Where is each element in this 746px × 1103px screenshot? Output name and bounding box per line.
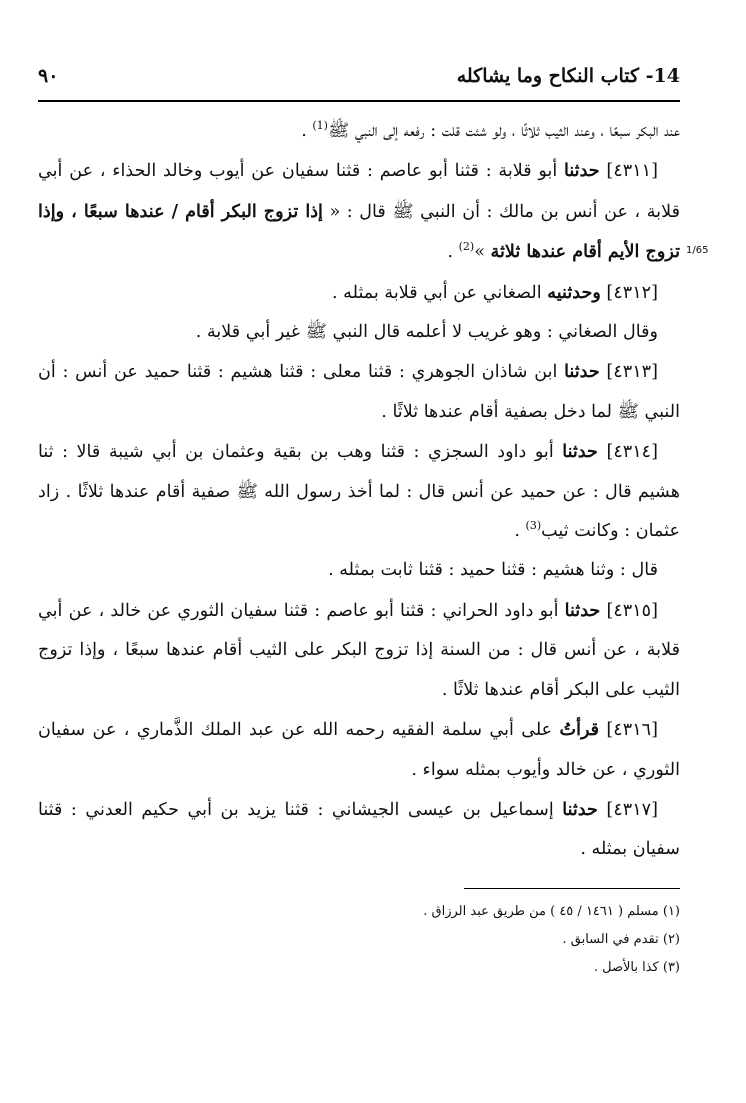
bold-phrase: إذا تزوج البكر أقام / عندها سبعًا ، وإذا تزوج الأيم أقام عندها ثلاثة bbox=[38, 200, 680, 263]
text-run: قال : وثنا هشيم : قثنا حميد : قثنا ثابت بمثله . bbox=[328, 560, 658, 581]
paragraph bbox=[38, 151, 680, 272]
margin-note: 1/65 bbox=[686, 245, 709, 256]
footnote-ref: (3) bbox=[525, 519, 542, 533]
paragraph bbox=[38, 710, 680, 790]
paragraph bbox=[38, 432, 680, 551]
bold-phrase: حدثنا bbox=[564, 160, 600, 182]
header-rule bbox=[38, 100, 680, 102]
text-run: [٤٣١٧] bbox=[597, 799, 658, 820]
paragraph bbox=[38, 352, 680, 432]
text-run: ابن شاذان الجوهري : قثنا معلى : قثنا هشيم : قثنا حميد عن أنس : أن النبي ﷺ لما دخل بصفية أقام عندها ثلاثًا . bbox=[38, 362, 680, 422]
footnote-ref: (1) bbox=[312, 119, 328, 133]
text-run: [٤٣١٥] bbox=[600, 600, 658, 621]
footnote-rule bbox=[464, 888, 680, 889]
paragraph bbox=[38, 273, 680, 313]
text-run: . bbox=[514, 521, 526, 542]
footnote-3: (٣) كذا بالأصل . bbox=[593, 960, 680, 975]
chapter-title: 14- كتاب النكاح وما يشاكله bbox=[456, 65, 680, 87]
footnote-2: (٢) تقدم في السابق . bbox=[562, 932, 680, 947]
footnote-ref: (2) bbox=[458, 240, 475, 254]
text-run: . bbox=[301, 121, 313, 141]
text-run: عند البكر سبعًا ، وعند الثيب ثلاثًا ، ولو شئت قلت : رفعه إلى النبي ﷺ bbox=[327, 121, 680, 141]
text-run: إسماعيل بن عيسى الجيشاني : قثنا يزيد بن أبي حكيم العدني : قثنا سفيان بمثله . bbox=[38, 799, 680, 860]
footnotes bbox=[38, 898, 680, 982]
text-run: [٤٣١٣] bbox=[599, 362, 658, 383]
text-run: [٤٣١٤] bbox=[597, 442, 658, 463]
bold-phrase: حدثنا bbox=[564, 599, 601, 621]
bold-phrase: حدثنا bbox=[562, 441, 598, 463]
text-run: [٤٣١٦] bbox=[599, 720, 658, 741]
paragraph bbox=[38, 790, 680, 870]
text-run: أبو داود الحراني : قثنا أبو عاصم : قثنا سفيان الثوري عن خالد ، عن أبي قلابة ، عن أنس قال : من السنة إذا تزوج البكر على الثيب أقام عندها سبعًا ، وإذا تزوج الثيب على البكر أقام عندها ثلاثًا . bbox=[38, 600, 680, 700]
text-run: . bbox=[447, 242, 459, 263]
bold-phrase: وحدثنيه bbox=[547, 281, 601, 303]
paragraph bbox=[38, 551, 680, 590]
paragraph bbox=[38, 591, 680, 710]
text-run: [٤٣١١] bbox=[599, 161, 658, 182]
bold-phrase: قرأتُ bbox=[559, 719, 600, 741]
body-text bbox=[38, 112, 680, 870]
text-run: أبو قلابة : قثنا أبو عاصم : قثنا سفيان عن أيوب وخالد الحذاء ، عن أبي قلابة ، عن أنس بن مالك : أن النبي ﷺ قال : « bbox=[38, 161, 680, 222]
text-run: على أبي سلمة الفقيه رحمه الله عن عبد الملك الذَّماري ، عن سفيان الثوري ، عن خالد وأيوب بمثله سواء . bbox=[38, 720, 680, 780]
text-run: الصغاني عن أبي قلابة بمثله . bbox=[332, 282, 548, 303]
bold-phrase: حدثنا bbox=[562, 798, 598, 820]
text-run: أبو داود السجزي : قثنا وهب بن بقية وعثمان بن أبي شيبة قالا : ثنا هشيم قال : عن حميد عن أنس قال : لما أخذ رسول الله ﷺ صفية أقام عندها ثلاثًا . زاد عثمان : وكانت ثيب bbox=[38, 442, 680, 542]
text-run: [٤٣١٢] bbox=[600, 282, 658, 303]
page-header bbox=[38, 56, 680, 96]
paragraph bbox=[38, 112, 680, 151]
bold-phrase: حدثنا bbox=[564, 361, 600, 383]
text-run: » bbox=[474, 242, 491, 263]
footnote-1: (١) مسلم ( ١٤٦١ / ٤٥ ) من طريق عبد الرزاق . bbox=[423, 904, 680, 919]
paragraph bbox=[38, 313, 680, 352]
text-run: وقال الصغاني : وهو غريب لا أعلمه قال النبي ﷺ غير أبي قلابة . bbox=[195, 322, 658, 343]
page-number: ٩٠ bbox=[38, 65, 59, 87]
